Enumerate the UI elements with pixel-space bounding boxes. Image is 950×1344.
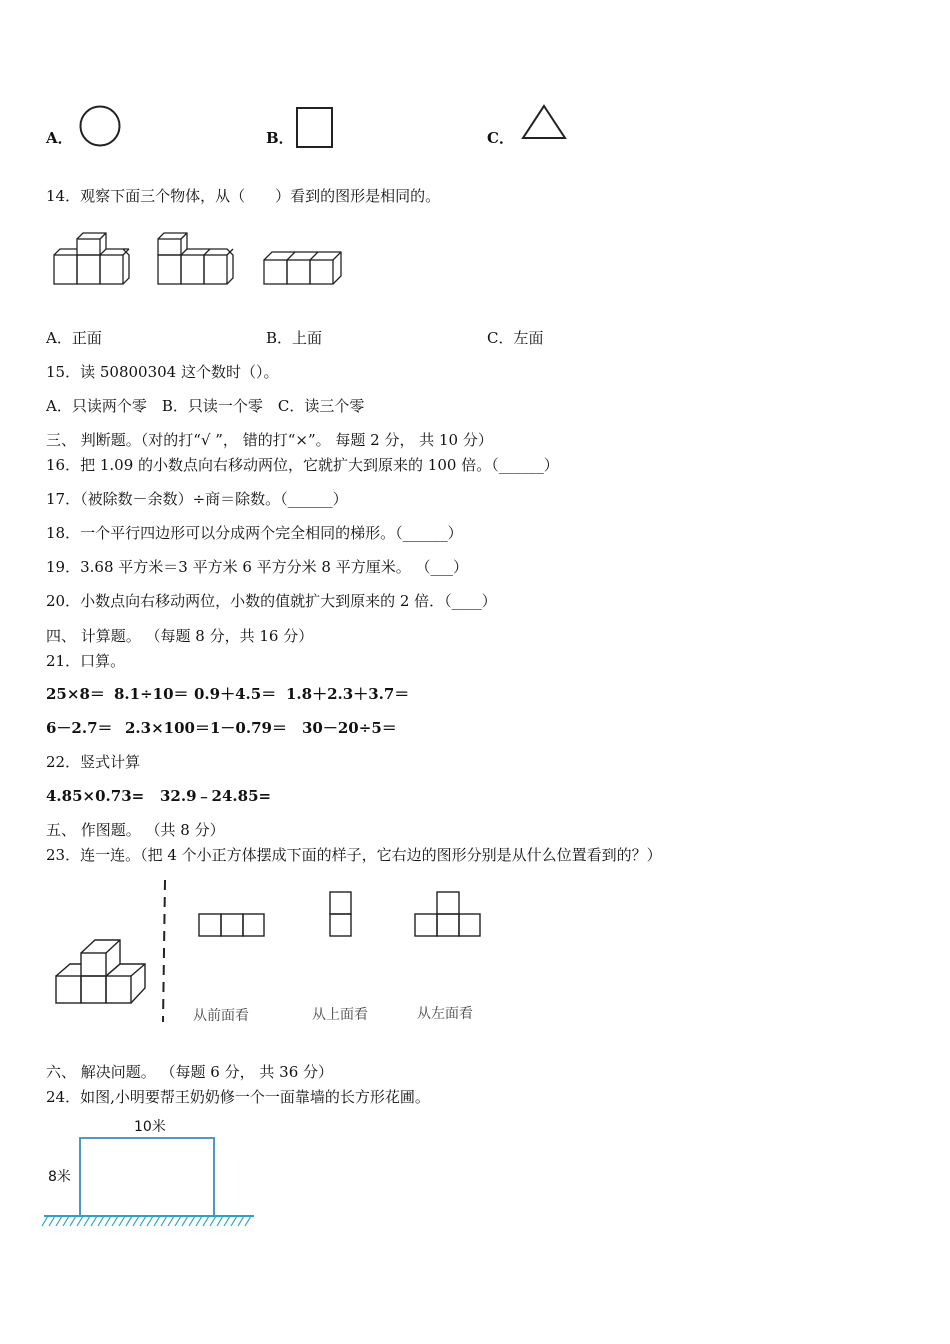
wall-hatch-mark [105, 1216, 111, 1226]
cube-stack-figure-2 [156, 232, 236, 288]
wall-hatch-mark [56, 1216, 62, 1226]
cube-stack-figure-1 [52, 232, 132, 288]
wall-hatch-mark [119, 1216, 125, 1226]
wall-hatch-mark [63, 1216, 69, 1226]
wall-hatch-mark [42, 1216, 48, 1226]
calc-5: 6－2.7＝ [46, 719, 113, 737]
view-three-in-row [197, 912, 267, 938]
calc-3: 0.9＋4.5＝ [194, 685, 277, 703]
wall-hatch-mark [84, 1216, 90, 1226]
wall-hatch-mark [133, 1216, 139, 1226]
q13-option-b: B． [266, 129, 294, 147]
wall-hatch-mark [147, 1216, 153, 1226]
calc-2: 8.1÷10＝ [114, 685, 189, 703]
wall-hatch-mark [189, 1216, 195, 1226]
q15-stem: 15．读 50800304 这个数时（）。 [46, 363, 279, 381]
square-shape-icon [296, 107, 334, 149]
calc-6: 2.3×100＝ [125, 719, 210, 737]
q17: 17．（被除数－余数）÷商＝除数。（______） [46, 490, 348, 508]
q21: 21．口算。 [46, 652, 126, 670]
wall-hatch-mark [140, 1216, 146, 1226]
wall-hatch-mark [175, 1216, 181, 1226]
calc-4: 1.8＋2.3＋3.7＝ [286, 685, 410, 703]
view-t-shape [413, 890, 483, 938]
wall-hatch-mark [168, 1216, 174, 1226]
label-top-view: 从上面看 [312, 1007, 368, 1023]
garden-width-label: 10米 [134, 1119, 166, 1135]
wall-hatch-mark [203, 1216, 209, 1226]
circle-shape-icon [78, 104, 122, 148]
q18: 18．一个平行四边形可以分成两个完全相同的梯形。（______） [46, 524, 463, 542]
q16: 16．把 1.09 的小数点向右移动两位，它就扩大到原来的 100 倍。（______） [46, 456, 559, 474]
q13-option-a: A． [46, 129, 73, 147]
wall-hatch-mark [224, 1216, 230, 1226]
q19: 19．3.68 平方米＝3 平方米 6 平方分米 8 平方厘米。 （___） [46, 558, 468, 576]
section4-heading: 四、 计算题。 （每题 8 分，共 16 分） [46, 627, 314, 645]
label-front-view: 从前面看 [193, 1008, 249, 1024]
wall-hatch-mark [77, 1216, 83, 1226]
dashed-divider [160, 880, 170, 1025]
q22: 22．竖式计算 [46, 753, 141, 771]
q15-options: A．只读两个零 B．只读一个零 C．读三个零 [46, 397, 365, 415]
wall-hatch-mark [245, 1216, 251, 1226]
vertical-calc-2: 32.9﹣24.85= [160, 787, 272, 805]
q24: 24．如图,小明要帮王奶奶修一个一面靠墙的长方形花圃。 [46, 1088, 430, 1106]
section3-heading: 三、 判断题。（对的打“√ ”， 错的打“×”。 每题 2 分， 共 10 分） [46, 431, 493, 449]
wall-hatch-mark [98, 1216, 104, 1226]
garden-height-label: 8米 [48, 1169, 71, 1185]
label-left-view: 从左面看 [417, 1006, 473, 1022]
q14-stem: 14．观察下面三个物体，从（ ）看到的图形是相同的。 [46, 187, 441, 205]
q14-option-c: C．左面 [487, 329, 544, 347]
view-two-stacked [328, 890, 354, 938]
q13-option-c: C． [487, 129, 514, 147]
section6-heading: 六、 解决问题。 （每题 6 分， 共 36 分） [46, 1063, 334, 1081]
wall-hatch-mark [196, 1216, 202, 1226]
calc-7: 1－0.79＝ [210, 719, 287, 737]
cube-stack-figure-3 [262, 248, 342, 288]
four-cube-figure [52, 936, 152, 1008]
wall-hatch-mark [154, 1216, 160, 1226]
wall-hatch-mark [238, 1216, 244, 1226]
wall-hatch-mark [231, 1216, 237, 1226]
wall-hatch-mark [91, 1216, 97, 1226]
wall-hatch-mark [112, 1216, 118, 1226]
calc-1: 25×8＝ [46, 685, 105, 703]
garden-diagram [44, 1136, 256, 1232]
q14-option-b: B．上面 [266, 329, 323, 347]
triangle-shape-icon [522, 104, 568, 142]
calc-8: 30－20÷5＝ [302, 719, 397, 737]
q23: 23．连一连。（把 4 个小正方体摆成下面的样子，它右边的图形分别是从什么位置看到的？） [46, 846, 662, 864]
wall-hatch-mark [210, 1216, 216, 1226]
vertical-calc-1: 4.85×0.73= [46, 787, 145, 805]
q20: 20．小数点向右移动两位，小数的值就扩大到原来的 2 倍．（____） [46, 592, 497, 610]
wall-hatch-mark [70, 1216, 76, 1226]
wall-hatch-mark [217, 1216, 223, 1226]
q14-option-a: A．正面 [46, 329, 102, 347]
wall-hatch-mark [126, 1216, 132, 1226]
wall-hatch-mark [161, 1216, 167, 1226]
wall-hatch-mark [49, 1216, 55, 1226]
wall-hatch-mark [182, 1216, 188, 1226]
section5-heading: 五、 作图题。 （共 8 分） [46, 821, 225, 839]
